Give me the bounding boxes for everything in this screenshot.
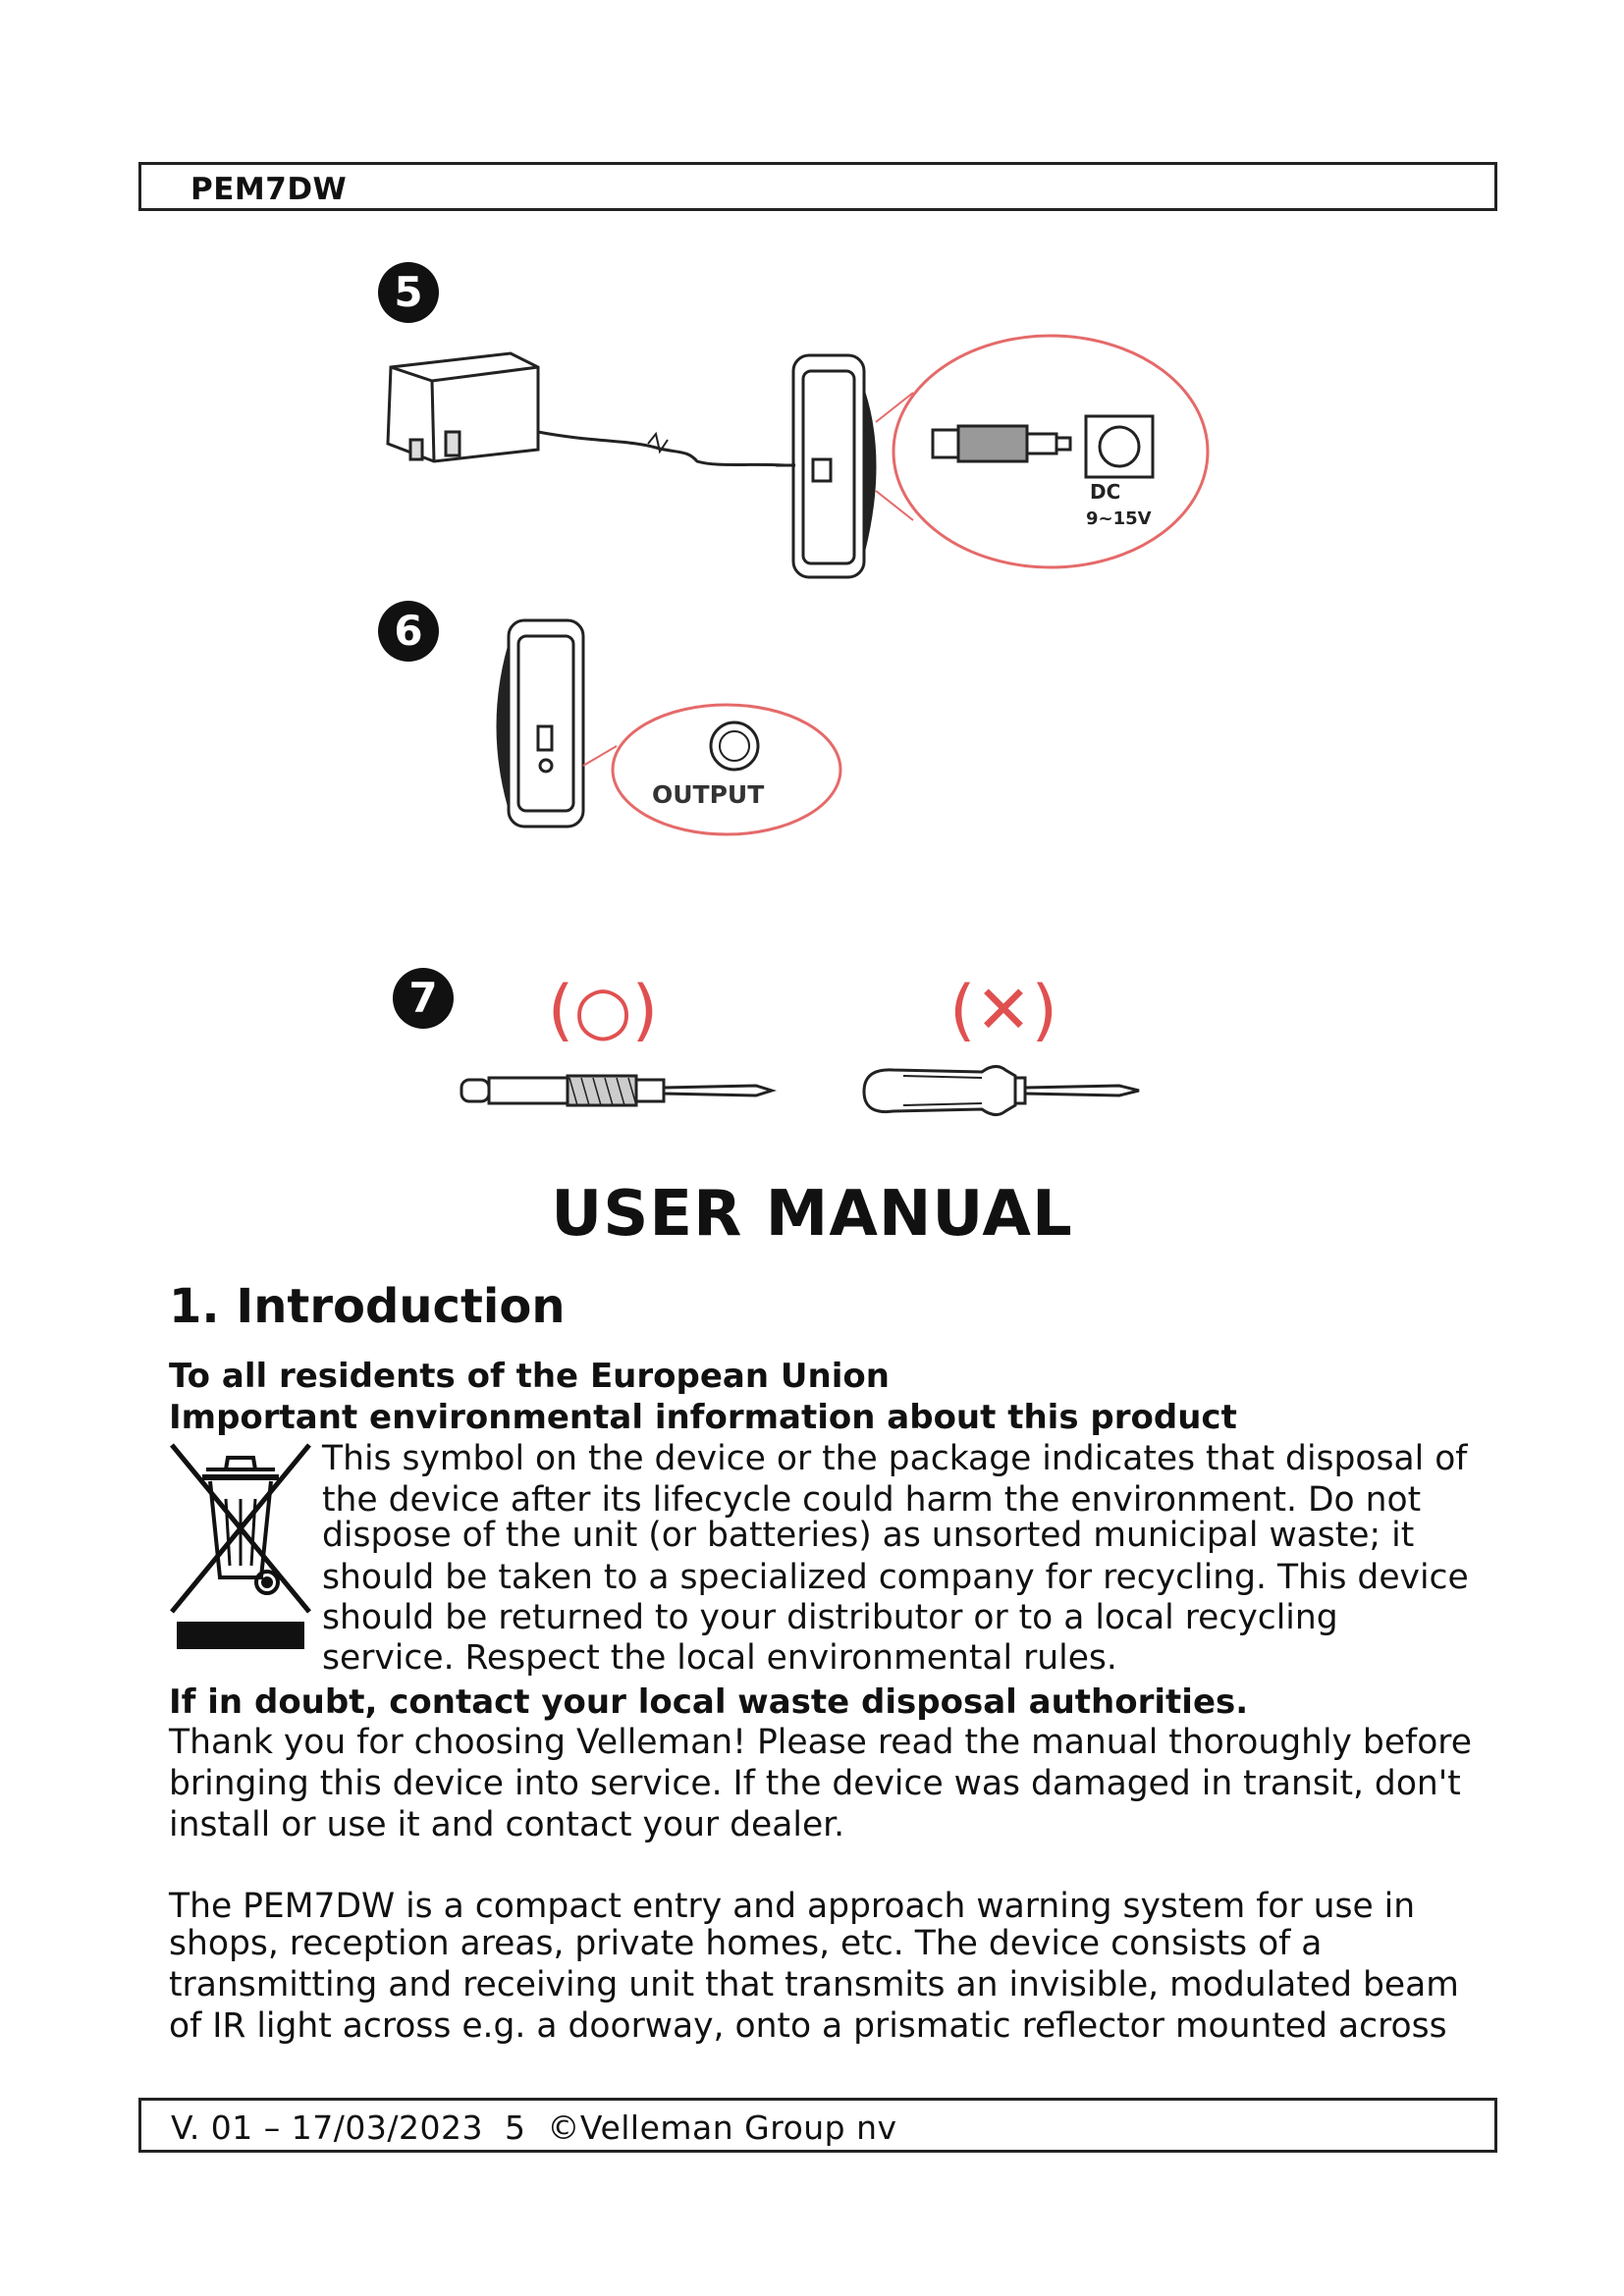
precision-screwdriver-icon (461, 1076, 772, 1105)
voltage-label: 9~15V (1086, 508, 1152, 529)
step5-figure (378, 262, 1208, 577)
section-heading: 1. Introduction (169, 1279, 566, 1334)
step6-figure (378, 601, 840, 834)
weee-line-1: This symbol on the device or the package indicates that disposal of (322, 1439, 1468, 1478)
header-model: PEM7DW (190, 172, 348, 207)
weee-line-5: should be returned to your distributor or to a local recycling (322, 1598, 1338, 1637)
output-jack-icon (711, 722, 758, 770)
desc-line-1: The PEM7DW is a compact entry and approach warning system for use in (169, 1887, 1416, 1926)
weee-bin-icon (167, 1440, 314, 1656)
thanks-line-1: Thank you for choosing Velleman! Please read the manual thoroughly before (169, 1723, 1472, 1762)
env-heading: Important environmental information about this product (169, 1398, 1237, 1437)
weee-line-3: dispose of the unit (or batteries) as unsorted municipal waste; it (322, 1516, 1415, 1555)
dc-plug-icon (933, 426, 1070, 461)
step6-number: 6 (394, 607, 423, 655)
weee-line-6: service. Respect the local environmental rules. (322, 1638, 1117, 1678)
page-footer (138, 2098, 1497, 2153)
desc-line-2: shops, reception areas, private homes, etc. The device consists of a (169, 1924, 1323, 1963)
dc-jack-icon (1086, 416, 1153, 477)
sensor-unit-side-icon (776, 355, 875, 577)
step5-number: 5 (394, 268, 423, 316)
footer-text: V. 01 – 17/03/2023 5 ©Velleman Group nv (171, 2109, 897, 2147)
eu-heading: To all residents of the European Union (169, 1357, 890, 1396)
page-title: USER MANUAL (551, 1178, 1073, 1251)
large-screwdriver-icon (864, 1066, 1139, 1114)
weee-line-2: the device after its lifecycle could harm the environment. Do not (322, 1480, 1422, 1520)
sensor-unit-output-side-icon (498, 620, 583, 827)
thanks-line-3: install or use it and contact your dealer. (169, 1805, 845, 1844)
thanks-line-2: bringing this device into service. If the device was damaged in transit, don't (169, 1764, 1461, 1803)
weee-line-4: should be taken to a specialized company for recycling. This device (322, 1558, 1469, 1597)
dc-label: DC (1090, 480, 1121, 504)
desc-line-3: transmitting and receiving unit that transmits an invisible, modulated beam (169, 1965, 1459, 2004)
wrong-mark: (✕) (948, 972, 1058, 1049)
desc-line-4: of IR light across e.g. a doorway, onto a prismatic reflector mounted across (169, 2006, 1447, 2046)
doubt-line: If in doubt, contact your local waste disposal authorities. (169, 1682, 1249, 1722)
step7-number: 7 (408, 974, 438, 1022)
step7-figure (393, 968, 1139, 1115)
power-adapter-icon (388, 353, 538, 461)
output-label: OUTPUT (652, 780, 765, 809)
correct-mark: (○) (547, 972, 659, 1049)
